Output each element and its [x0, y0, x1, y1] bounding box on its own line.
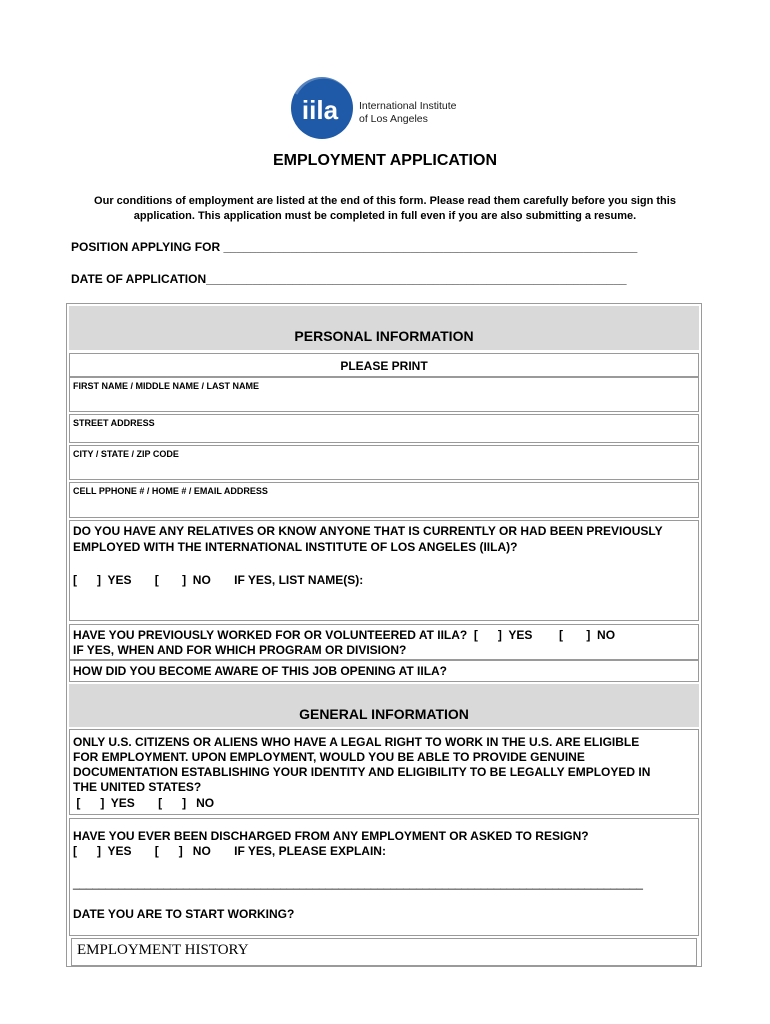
job-awareness-label: HOW DID YOU BECOME AWARE OF THIS JOB OPENING AT IILA?: [73, 664, 448, 678]
relatives-question[interactable]: [69, 520, 699, 621]
eligibility-line-4: THE UNITED STATES?: [73, 780, 202, 794]
intro-text: [60, 194, 710, 223]
city-state-zip-field[interactable]: [69, 445, 699, 480]
org-line-2: of Los Angeles: [359, 113, 428, 125]
start-date-label: DATE YOU ARE TO START WORKING?: [73, 907, 295, 921]
relatives-question-line-2: EMPLOYED WITH THE INTERNATIONAL INSTITUTE OF LOS ANGELES (IILA)?: [73, 540, 518, 554]
name-field[interactable]: [69, 377, 699, 412]
worked-at-iila-question[interactable]: [69, 624, 699, 660]
discharged-answer-options[interactable]: [ ] YES [ ] NO IF YES, PLEASE EXPLAIN:: [73, 844, 386, 858]
please-print-label: PLEASE PRINT: [340, 359, 428, 373]
name-label: FIRST NAME / MIDDLE NAME / LAST NAME: [73, 381, 259, 391]
position-applying-field[interactable]: POSITION APPLYING FOR ______________________________________________________________: [71, 240, 638, 254]
organization-name: [359, 100, 456, 126]
eligibility-line-1: ONLY U.S. CITIZENS OR ALIENS WHO HAVE A LEGAL RIGHT TO WORK IN THE U.S. ARE ELIGIBLE: [73, 735, 640, 749]
intro-line-2: application. This application must be completed in full even if you are also submitting a resume.: [133, 209, 637, 222]
city-state-zip-label: CITY / STATE / ZIP CODE: [73, 449, 179, 459]
page-title: EMPLOYMENT APPLICATION: [273, 152, 497, 169]
relatives-answer-options[interactable]: [ ] YES [ ] NO IF YES, LIST NAME(S):: [73, 573, 364, 587]
discharged-question-label: HAVE YOU EVER BEEN DISCHARGED FROM ANY EMPLOYMENT OR ASKED TO RESIGN?: [73, 829, 589, 843]
personal-information-heading: PERSONAL INFORMATION: [69, 306, 699, 350]
eligibility-answer-options[interactable]: [ ] YES [ ] NO: [73, 796, 215, 810]
eligibility-line-2: FOR EMPLOYMENT. UPON EMPLOYMENT, WOULD YOU BE ABLE TO PROVIDE GENUINE: [73, 750, 585, 764]
date-of-application-field[interactable]: DATE OF APPLICATION_______________________________________________________________: [71, 272, 627, 286]
employment-history-box: [71, 938, 697, 966]
street-address-field[interactable]: [69, 414, 699, 443]
please-print-row: [69, 353, 699, 377]
worked-question-line-2: IF YES, WHEN AND FOR WHICH PROGRAM OR DIVISION?: [73, 643, 407, 657]
explanation-line[interactable]: ________________________________________________________________________________________: [73, 876, 643, 890]
general-information-heading: GENERAL INFORMATION: [69, 684, 699, 727]
street-address-label: STREET ADDRESS: [73, 418, 155, 428]
relatives-question-line-1: DO YOU HAVE ANY RELATIVES OR KNOW ANYONE THAT IS CURRENTLY OR HAD BEEN PREVIOUSLY: [73, 524, 663, 538]
org-line-1: International Institute: [359, 100, 457, 112]
intro-line-1: Our conditions of employment are listed at the end of this form. Please read them carefully before you sign this: [94, 195, 676, 207]
contact-label: CELL PPHONE # / HOME # / EMAIL ADDRESS: [73, 486, 268, 496]
job-awareness-question[interactable]: [69, 660, 699, 682]
worked-question-line-1: HAVE YOU PREVIOUSLY WORKED FOR OR VOLUNTEERED AT IILA? [ ] YES [ ] NO: [73, 628, 616, 642]
eligibility-line-3: DOCUMENTATION ESTABLISHING YOUR IDENTITY AND ELIGIBILITY TO BE LEGALLY EMPLOYED IN: [73, 765, 651, 779]
contact-field[interactable]: [69, 482, 699, 518]
work-eligibility-question[interactable]: [69, 729, 699, 815]
logo-mark: iila: [301, 95, 339, 125]
employment-history-heading: EMPLOYMENT HISTORY: [77, 942, 249, 958]
discharged-question[interactable]: [69, 818, 699, 936]
